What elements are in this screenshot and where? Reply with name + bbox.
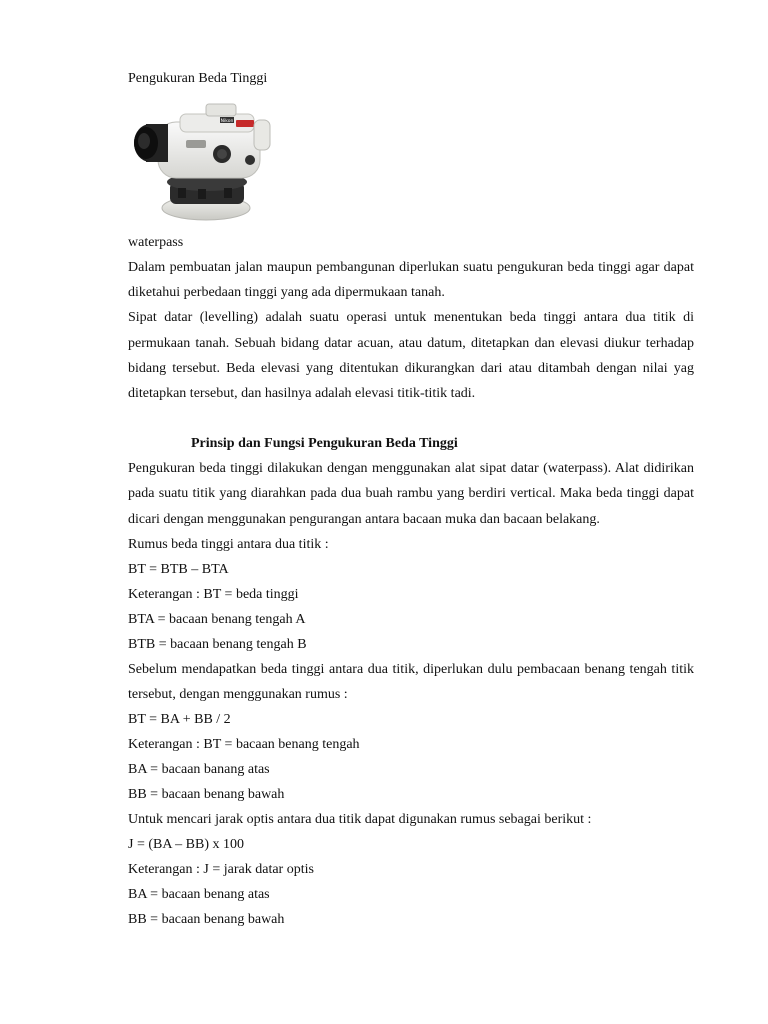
document-title: Pengukuran Beda Tinggi [128,71,268,86]
formula1-intro: Rumus beda tinggi antara dua titik : [128,536,329,552]
section-heading: Prinsip dan Fungsi Pengukuran Beda Tinggi [191,436,458,452]
formula3-intro: Untuk mencari jarak optis antara dua titik dapat digunakan rumus sebagai berikut : [128,812,592,828]
waterpass-instrument-icon [128,96,278,226]
formula3-note: Keterangan : J = jarak datar optis [128,862,314,878]
section-paragraph: Pengukuran beda tinggi dilakukan dengan menggunakan alat sipat datar (waterpass). Alat didirikan pada suatu titik yang diarahkan pada dua buah rambu yang berdiri vertical. Maka beda tinggi dapat dicari dengan menggunakan pengurangan antara bacaan muka dan bacaan belakang. [128,461,694,527]
formula1: BT = BTB – BTA [128,561,229,577]
section-spacer [128,406,694,431]
formula2-note: BA = bacaan banang atas [128,762,270,778]
formula3-note: BA = bacaan benang atas [128,887,270,903]
formula3: J = (BA – BB) x 100 [128,837,245,853]
formula3-note: BB = bacaan benang bawah [128,912,285,928]
intro-paragraph-2: Sipat datar (levelling) adalah suatu operasi untuk menentukan beda tinggi antara dua titik di permukaan tanah. Sebuah bidang datar acuan, atau datum, ditetapkan dan elevasi diukur terhadap bidang tersebut. Beda elevasi yang ditentukan dikurangkan dari atau ditambah dengan nilai yag ditetapkan tersebut, dan hasilnya adalah elevasi titik-titik tadi. [128,310,694,402]
svg-text:Nikon: Nikon [220,119,234,124]
formula1-note: BTB = bacaan benang tengah B [128,636,307,652]
formula1-note: BTA = bacaan benang tengah A [128,611,306,627]
waterpass-figure [128,96,278,226]
intro-paragraph-1: Dalam pembuatan jalan maupun pembangunan diperlukan suatu pengukuran beda tinggi agar dapat diketahui perbedaan tinggi yang ada dipermukaan tanah. [128,260,694,301]
formula2-note: BB = bacaan benang bawah [128,787,285,803]
figure-caption: waterpass [128,235,184,250]
formula2-note: Keterangan : BT = bacaan benang tengah [128,737,360,753]
formula2: BT = BA + BB / 2 [128,712,231,728]
formula2-intro: Sebelum mendapatkan beda tinggi antara dua titik, diperlukan dulu pembacaan benang tengah titik tersebut, dengan menggunakan rumus : [128,661,694,703]
document-content [128,60,694,932]
formula1-note: Keterangan : BT = beda tinggi [128,586,299,602]
